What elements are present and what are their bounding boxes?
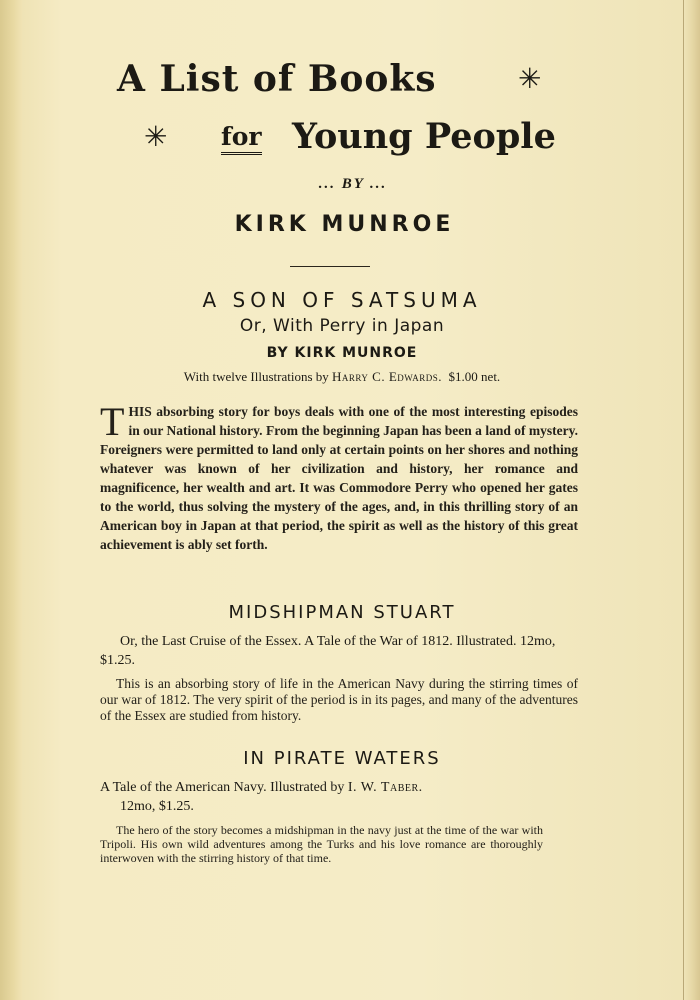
meta-prefix: With twelve Illustrations by — [183, 369, 329, 384]
title-line-1: A List of Books — [117, 58, 437, 100]
drop-cap: T — [100, 399, 125, 444]
book-title: MIDSHIPMAN STUART — [228, 602, 456, 623]
book-author: BY KIRK MUNROE — [266, 345, 418, 361]
author-name: KIRK MUNROE — [234, 212, 455, 237]
book-price: 12mo, $1.25. — [120, 799, 194, 814]
book-price: $1.00 net. — [448, 369, 501, 384]
divider-rule — [290, 266, 370, 267]
book-title: A SON OF SATSUMA — [202, 288, 482, 312]
title-for: for — [221, 122, 262, 155]
description-text: HIS absorbing story for boys deals with one of the most interesting episodes in our National history. From the beginning Japan has been a land of mystery. Foreigners were permitted to land only at certain points on her shores and nothing whatever was known of her civilization and history, her romance and magnificence, her wealth and art. It was Commodore Perry who opened her gates to the world, thus solving the mystery of the ages, and, in this thrilling story of an American boy in Japan at that period, the spirit as well as the history of this great achievement is ably set forth. — [100, 404, 578, 552]
book-meta — [100, 778, 562, 816]
book-description: The hero of the story becomes a midshipman in the navy just at the time of the war with Tripoli. His own wild adventures among the Turks and his love romance are thoroughly interwoven with the stirring history of that time. — [100, 823, 543, 865]
book-title: IN PIRATE WATERS — [243, 748, 441, 769]
book-meta: Or, the Last Cruise of the Essex. A Tale of the War of 1812. Illustrated. 12mo, $1.25. — [100, 634, 556, 668]
page-left-edge — [0, 0, 22, 1000]
book-subtitle: Or, With Perry in Japan — [239, 316, 445, 336]
illustrator-name: Harry C. Edwards. — [332, 369, 443, 384]
illustrator-name: I. W. Taber. — [347, 780, 423, 795]
book-page — [22, 0, 684, 1000]
meta-prefix: A Tale of the American Navy. Illustrated by — [100, 780, 345, 795]
asterisk-ornament-icon: ✳ — [518, 62, 542, 95]
page-right-edge — [683, 0, 700, 1000]
book-description — [100, 399, 578, 554]
asterisk-ornament-icon: ✳ — [144, 120, 168, 153]
book-meta — [22, 369, 662, 385]
book-description: This is an absorbing story of life in the American Navy during the stirring times of our war of 1812. The very spirit of the period is in its pages, and many of the adventures of the Essex are studied from history. — [100, 676, 578, 723]
by-line: ... BY ... — [318, 176, 388, 192]
title-line-2: Young People — [292, 116, 556, 157]
